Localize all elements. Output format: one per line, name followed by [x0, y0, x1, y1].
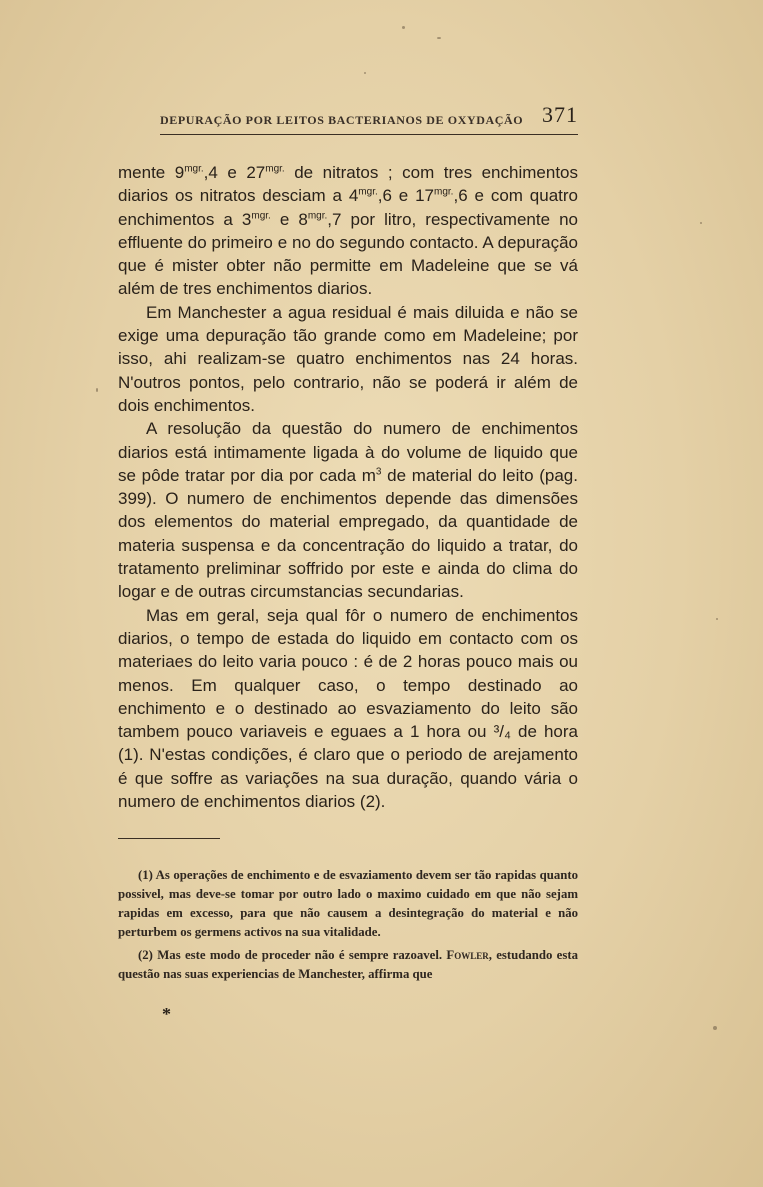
paragraph-3: A resolução da questão do numero de enchimentos diarios está intimamente ligada à do volume de liquido que se pôde tratar por dia por cada $m^3$ de material do leito (pag. 399). O numero de enchimentos depende das dimensões dos elementos do material empregado, da quantidade de materia suspensa e da concentração do liquido a tratar, do tratamento preliminar soffrido por este e ainda do clima do logar e de outras circumstancias secundarias.: [118, 419, 578, 602]
paper-speck: [713, 1026, 717, 1030]
footnote-2: (2) Mas este modo de proceder não é sempre razoavel. Fowler, estudando esta questão nas suas experiencias de Manchester, affirma que: [118, 948, 578, 981]
footnote-rule: [118, 838, 220, 839]
footnote-1: (1) As operações de enchimento e de esvaziamento devem ser tão rapidas quanto possivel, mas deve-se tomar por outro lado o maximo cuidado em que não sejam rapidas em excesso, para que não causem a desintegração do material e não perturbem os germens activos na sua vitalidade.: [118, 868, 578, 939]
paragraph-1: mente $9^{mgr.},4$ e $27^{mgr.}$ de nitratos ; com tres enchimentos diarios os nitratos desciam a $4^{mgr.},6$ e $17^{mgr.},6$ e com quatro enchimentos a $3^{mgr.}$ e $8^{mgr.},7$ por litro, respectivamente no effluente do primeiro e no do segundo contacto. A depuração que é mister obter não permitte em Madeleine que se vá além de tres enchimentos diarios.: [118, 163, 578, 299]
paragraph-2: Em Manchester a agua residual é mais diluida e não se exige uma depuração tão grande como em Madeleine; por isso, ahi realizam-se quatro enchimentos nas 24 horas. N'outros pontos, pelo contrario, não se poderá ir além de dois enchimentos.: [118, 302, 578, 415]
signature-mark: *: [162, 1004, 171, 1024]
footnotes: [118, 866, 578, 984]
paper-speck: [364, 72, 366, 74]
paper-speck: [716, 618, 718, 620]
paper-speck: [402, 26, 405, 29]
paper-speck: [700, 222, 702, 224]
page-number: 371: [542, 102, 578, 127]
paragraph-4: Mas em geral, seja qual fôr o numero de enchimentos diarios, o tempo de estada do liquido em contacto com os materiaes do leito varia pouco : é de 2 horas pouco mais ou menos. Em qualquer caso, o tempo destinado ao enchimento e o destinado ao esvaziamento do leito são tambem pouco variaveis e eguaes a 1 hora ou ³/₄ de hora (1). N'estas condições, é claro que o periodo de arejamento é que soffre as variações na sua duração, quando vária o numero de enchimentos diarios (2).: [118, 605, 578, 812]
author-name: Fowler: [446, 948, 489, 962]
body-text: [118, 161, 578, 813]
paper-speck: [96, 388, 98, 392]
running-head: DEPURAÇÃO POR LEITOS BACTERIANOS DE OXYDAÇÃO: [160, 113, 524, 127]
page-header: [160, 104, 578, 135]
paper-speck: [437, 37, 441, 39]
